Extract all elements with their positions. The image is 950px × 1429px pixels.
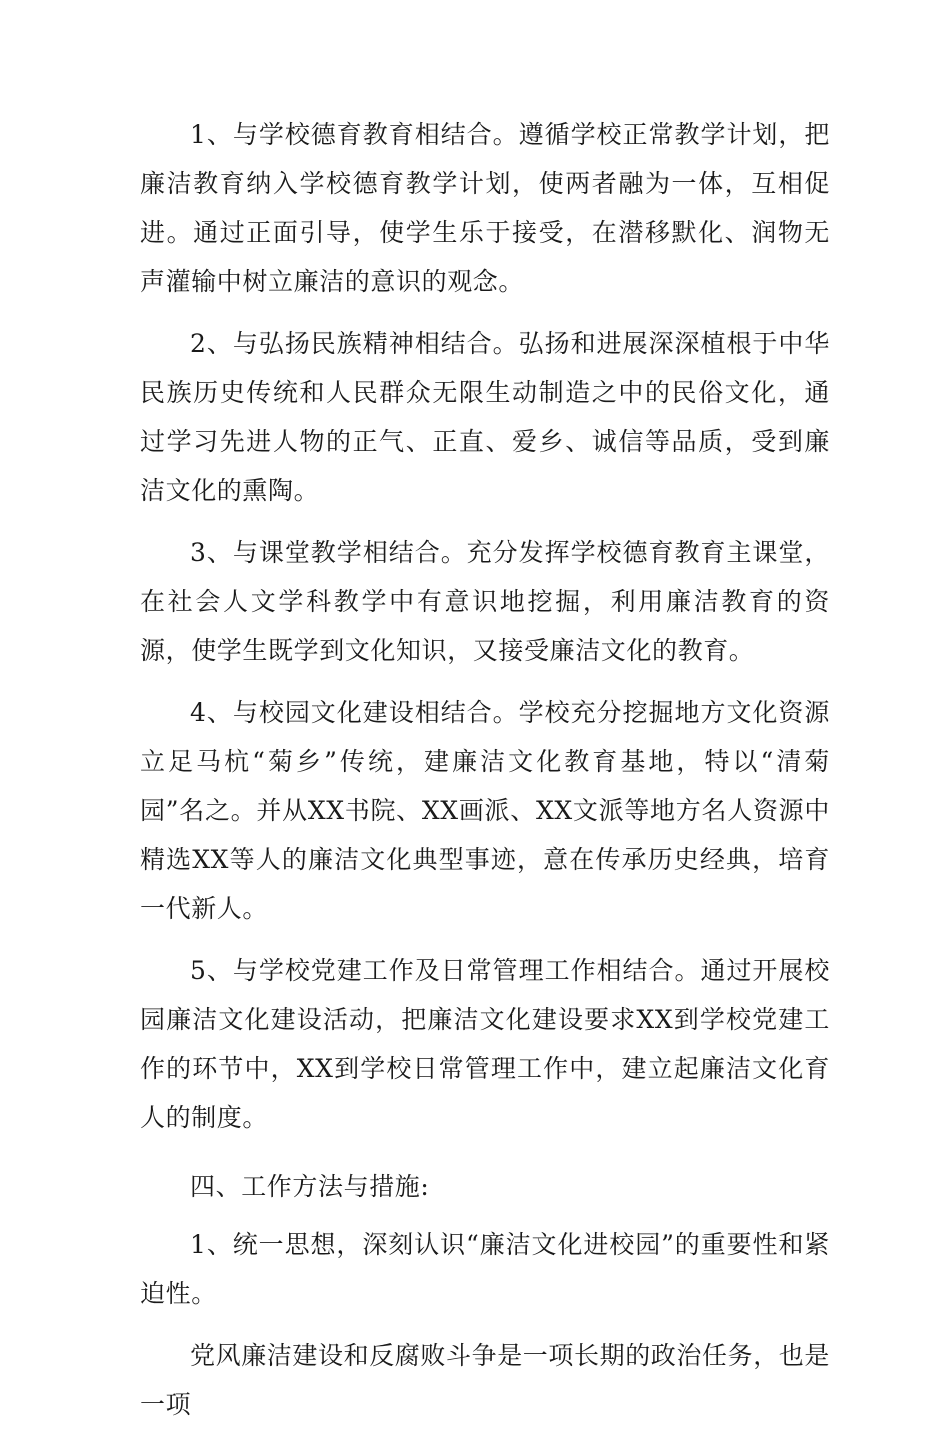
- paragraph-moral-education: 1、与学校德育教育相结合。遵循学校正常教学计划，把廉洁教育纳入学校德育教学计划，使两者融为一体，互相促进。通过正面引导，使学生乐于接受，在潜移默化、润物无声灌输中树立廉洁的意识的观念。: [140, 120, 830, 296]
- paragraph-unify-thinking: 1、统一思想，深刻认识“廉洁文化进校园”的重要性和紧迫性。: [140, 1230, 830, 1308]
- paragraph-anti-corruption: 党风廉洁建设和反腐败斗争是一项长期的政治任务，也是一项: [140, 1341, 831, 1419]
- section-heading-methods: 四、工作方法与措施:: [190, 1172, 430, 1201]
- paragraph-national-spirit: 2、与弘扬民族精神相结合。弘扬和进展深深植根于中华民族历史传统和人民群众无限生动制造之中的民俗文化，通过学习先进人物的正气、正直、爱乡、诚信等品质，受到廉洁文化的熏陶。: [140, 329, 830, 505]
- paragraph-classroom-teaching: 3、与课堂教学相结合。充分发挥学校德育教育主课堂，在社会人文学科教学中有意识地挖掘，利用廉洁教育的资源，使学生既学到文化知识，又接受廉洁文化的教育。: [140, 538, 830, 665]
- document-body: [140, 110, 830, 1429]
- paragraph-party-building: 5、与学校党建工作及日常管理工作相结合。通过开展校园廉洁文化建设活动，把廉洁文化建设要求XX到学校党建工作的环节中，XX到学校日常管理工作中，建立起廉洁文化育人的制度。: [140, 956, 830, 1132]
- paragraph-campus-culture: 4、与校园文化建设相结合。学校充分挖掘地方文化资源 立足马杭“菊乡”传统，建廉洁文化教育基地，特以“清菊园”名之。并从XX书院、XX画派、XX文派等地方名人资源中精选XX等人的廉洁文化典型事迹，意在传承历史经典，培育一代新人。: [140, 698, 830, 923]
